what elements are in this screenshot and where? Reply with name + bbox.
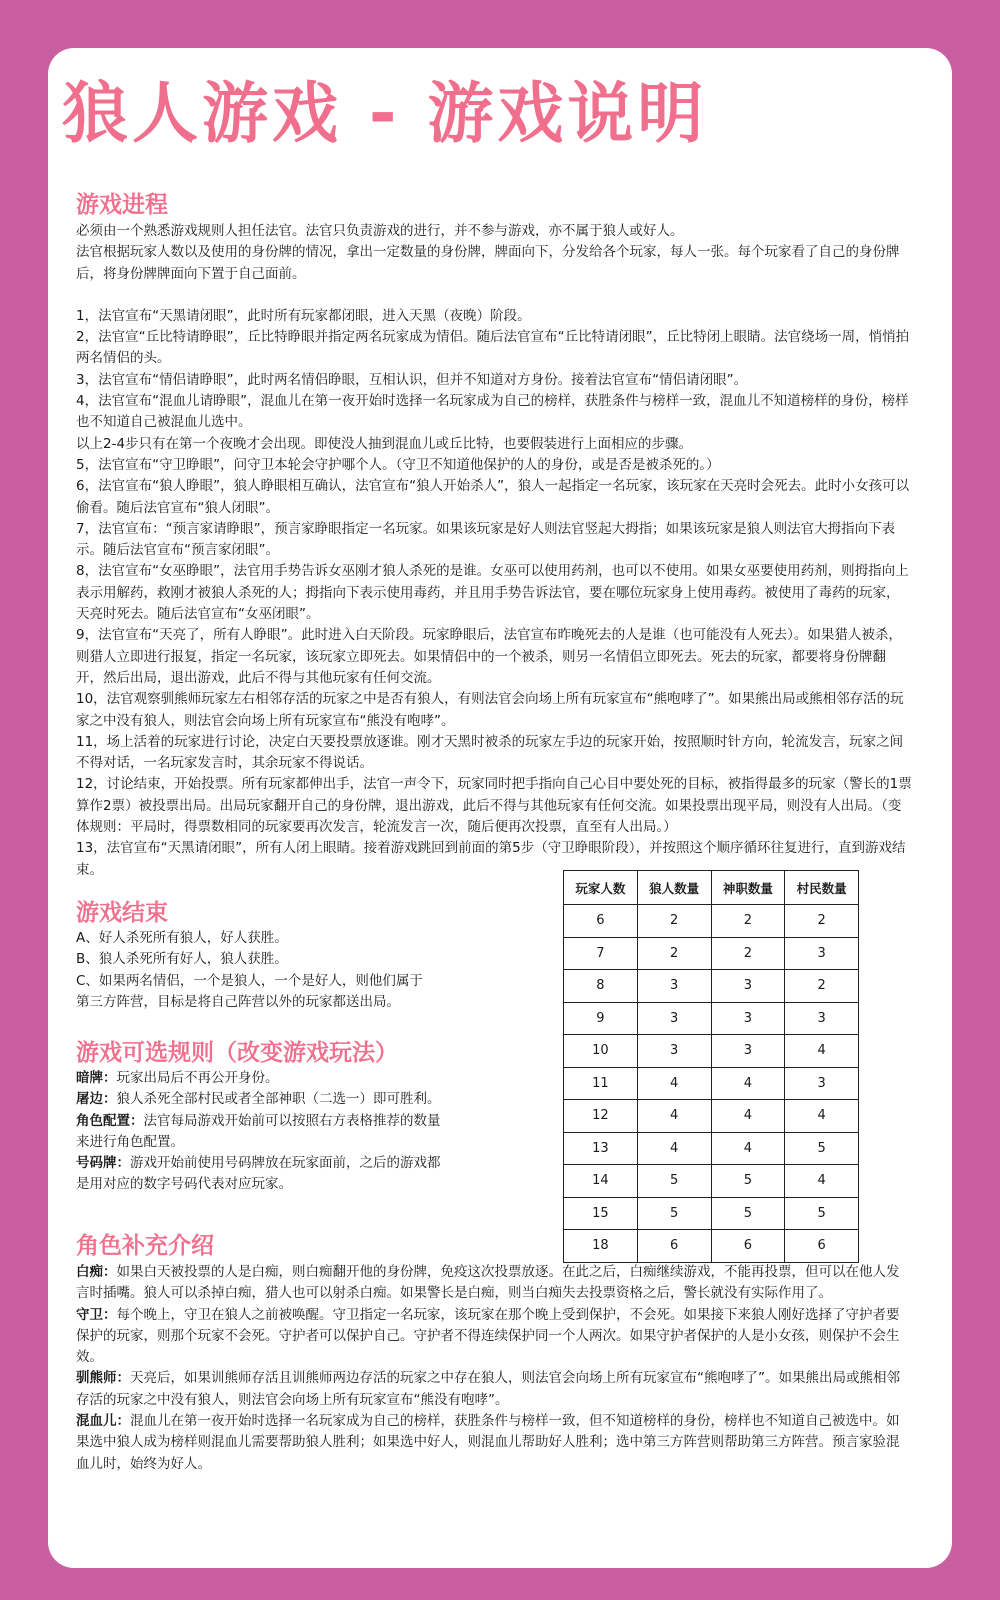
table-header-row bbox=[564, 871, 859, 905]
table-cell: 5 bbox=[785, 1197, 859, 1230]
progress-step: 12，讨论结束，开始投票。所有玩家都伸出手，法官一声令下，玩家同时把手指向自己心目中要处死的目标，被指得最多的玩家（警长的1票算作2票）被投票出局。出局玩家翻开自己的身份牌，退出游戏，此后不得与其他玩家有任何交流。如果投票出现平局，则没有人出局。（变体规则：平局时，得票数相同的玩家要再次发言，轮流发言一次，随后便再次投票，直至有人出局。） bbox=[76, 776, 912, 836]
role-item bbox=[76, 1411, 912, 1475]
table-cell: 10 bbox=[564, 1035, 638, 1068]
role-label: 白痴： bbox=[76, 1264, 117, 1280]
progress-step: 2，法官宣“丘比特请睁眼”，丘比特睁眼并指定两名玩家成为情侣。随后法官宣布“丘比特请闭眼”，丘比特闭上眼睛。法官绕场一周，悄悄拍两名情侣的头。 bbox=[76, 329, 910, 367]
table-cell: 14 bbox=[564, 1165, 638, 1198]
role-item bbox=[76, 1262, 912, 1305]
heading-role-intro: 角色补充介绍 bbox=[76, 1233, 214, 1259]
table-cell: 12 bbox=[564, 1100, 638, 1133]
table-cell: 3 bbox=[785, 1067, 859, 1100]
heading-optional-rules: 游戏可选规则（改变游戏玩法） bbox=[76, 1040, 398, 1066]
table-cell: 13 bbox=[564, 1132, 638, 1165]
table-row bbox=[564, 1002, 859, 1035]
table-row bbox=[564, 1230, 859, 1263]
rule-text: 狼人杀死全部村民或者全部神职（二选一）即可胜利。 bbox=[116, 1091, 441, 1108]
table-cell: 6 bbox=[564, 905, 638, 938]
table-cell: 6 bbox=[785, 1230, 859, 1263]
role-item bbox=[76, 1305, 912, 1369]
table-cell: 2 bbox=[785, 970, 859, 1003]
role-item bbox=[76, 1368, 912, 1411]
rule-text: 游戏开始前使用号码牌放在玩家面前，之后的游戏都是用对应的数字号码代表对应玩家。 bbox=[76, 1155, 441, 1193]
rule-text: 玩家出局后不再公开身份。 bbox=[116, 1070, 279, 1086]
table-cell: 3 bbox=[711, 1035, 785, 1068]
ending-text bbox=[76, 928, 428, 1013]
optional-rule bbox=[76, 1068, 448, 1089]
progress-intro-1: 必须由一个熟悉游戏规则人担任法官。法官只负责游戏的进行，并不参与游戏，亦不属于狼人或好人。 bbox=[76, 223, 684, 239]
table-cell: 3 bbox=[637, 1035, 711, 1068]
progress-step: 7，法官宣布：“预言家请睁眼”，预言家睁眼指定一名玩家。如果该玩家是好人则法官竖起大拇指；如果该玩家是狼人则法官大拇指向下表示。随后法官宣布“预言家闭眼”。 bbox=[76, 520, 896, 559]
table-row bbox=[564, 905, 859, 938]
table-cell: 3 bbox=[711, 970, 785, 1003]
table-cell: 2 bbox=[637, 905, 711, 938]
table-cell: 2 bbox=[785, 905, 859, 938]
ending-item: B、狼人杀死所有好人，狼人获胜。 bbox=[76, 951, 288, 968]
table-cell: 3 bbox=[637, 970, 711, 1003]
progress-step: 以上2-4步只有在第一个夜晚才会出现。即使没人抽到混血儿或丘比特，也要假装进行上面相应的步骤。 bbox=[76, 435, 693, 452]
table-cell: 6 bbox=[637, 1230, 711, 1263]
role-text: 每个晚上，守卫在狼人之前被唤醒。守卫指定一名玩家，该玩家在那个晚上受到保护，不会死。如果接下来狼人刚好选择了守护者要保护的玩家，则那个玩家不会死。守护者可以保护自己。守护者不得连续保护同一个人两次。如果守护者保护的人是小女孩，则保护不会生效。 bbox=[76, 1306, 900, 1366]
table-cell: 9 bbox=[564, 1002, 638, 1035]
role-config-table bbox=[563, 870, 859, 1263]
progress-step: 8，法官宣布“女巫睁眼”，法官用手势告诉女巫刚才狼人杀死的是谁。女巫可以使用药剂，也可以不使用。如果女巫要使用药剂，则拇指向上表示用解药，救刚才被狼人杀死的人；拇指向下表示使用毒药，并且用手势告诉法官，要在哪位玩家身上使用毒药。被使用了毒药的玩家，天亮时死去。随后法官宣布“女巫闭眼”。 bbox=[76, 563, 909, 623]
progress-step: 3，法官宣布“情侣请睁眼”，此时两名情侣睁眼，互相认识，但并不知道对方身份。接着法官宣布“情侣请闭眼”。 bbox=[76, 371, 748, 388]
progress-step: 5，法官宣布“守卫睁眼”，问守卫本轮会守护哪个人。（守卫不知道他保护的人的身份，或是否是被杀死的。） bbox=[76, 456, 720, 473]
table-cell: 4 bbox=[711, 1100, 785, 1133]
table-cell: 6 bbox=[711, 1230, 785, 1263]
table-cell: 4 bbox=[637, 1100, 711, 1133]
table-cell: 15 bbox=[564, 1197, 638, 1230]
progress-step: 1，法官宣布“天黑请闭眼”，此时所有玩家都闭眼，进入天黑（夜晚）阶段。 bbox=[76, 307, 531, 324]
heading-game-progress: 游戏进程 bbox=[76, 192, 168, 218]
table-cell: 8 bbox=[564, 970, 638, 1003]
table-cell: 5 bbox=[637, 1165, 711, 1198]
rule-label: 号码牌： bbox=[76, 1155, 130, 1172]
roles-text bbox=[76, 1262, 912, 1475]
table-cell: 4 bbox=[785, 1165, 859, 1198]
progress-step: 10，法官观察驯熊师玩家左右相邻存活的玩家之中是否有狼人，有则法官会向场上所有玩家宣布“熊咆哮了”。如果熊出局或熊相邻存活的玩家之中没有狼人，则法官会向场上所有玩家宣布“熊没有咆哮”。 bbox=[76, 691, 904, 729]
ending-item: C、如果两名情侣，一个是狼人，一个是好人，则他们属于第三方阵营，目标是将自己阵营以外的玩家都送出局。 bbox=[76, 972, 423, 1010]
column-header: 狼人数量 bbox=[637, 871, 711, 905]
ending-item: A、好人杀死所有狼人，好人获胜。 bbox=[76, 930, 288, 946]
table-row bbox=[564, 1100, 859, 1133]
table-row bbox=[564, 937, 859, 970]
table-cell: 18 bbox=[564, 1230, 638, 1263]
progress-text bbox=[76, 221, 912, 881]
table-cell: 5 bbox=[637, 1197, 711, 1230]
optional-rule bbox=[76, 1089, 448, 1110]
table-row bbox=[564, 970, 859, 1003]
rule-label: 暗牌： bbox=[76, 1070, 117, 1086]
role-label: 混血儿： bbox=[76, 1413, 130, 1430]
table-cell: 3 bbox=[711, 1002, 785, 1035]
table-cell: 4 bbox=[711, 1132, 785, 1165]
table-row bbox=[564, 1132, 859, 1165]
table-cell: 11 bbox=[564, 1067, 638, 1100]
rule-label: 角色配置： bbox=[76, 1112, 144, 1129]
table-cell: 2 bbox=[711, 905, 785, 938]
page-title: 狼人游戏 - 游戏说明 bbox=[62, 75, 708, 152]
column-header: 神职数量 bbox=[711, 871, 785, 905]
table-cell: 5 bbox=[785, 1132, 859, 1165]
progress-intro-2: 法官根据玩家人数以及使用的身份牌的情况，拿出一定数量的身份牌，牌面向下，分发给各个玩家，每人一张。每个玩家看了自己的身份牌后，将身份牌牌面向下置于自己面前。 bbox=[76, 244, 900, 282]
optional-rule bbox=[76, 1111, 448, 1154]
table-cell: 4 bbox=[637, 1132, 711, 1165]
table-cell: 4 bbox=[711, 1067, 785, 1100]
table-cell: 7 bbox=[564, 937, 638, 970]
table-row bbox=[564, 1067, 859, 1100]
role-text: 天亮后，如果训熊师存活且训熊师两边存活的玩家之中存在狼人，则法官会向场上所有玩家宣布“熊咆哮了”。如果熊出局或熊相邻存活的玩家之中没有狼人，则法官会向场上所有玩家宣布“熊没有咆哮”。 bbox=[76, 1370, 900, 1408]
table-row bbox=[564, 1035, 859, 1068]
table-cell: 2 bbox=[711, 937, 785, 970]
progress-step: 13，法官宣布“天黑请闭眼”，所有人闭上眼睛。接着游戏跳回到前面的第5步（守卫睁眼阶段），并按照这个顺序循环往复进行，直到游戏结束。 bbox=[76, 840, 906, 878]
table-cell: 2 bbox=[637, 937, 711, 970]
role-text: 混血儿在第一夜开始时选择一名玩家成为自己的榜样，获胜条件与榜样一致，但不知道榜样的身份，榜样也不知道自己被选中。如果选中狼人成为榜样则混血儿需要帮助狼人胜利；如果选中好人，则混血儿帮助好人胜利；选中第三方阵营则帮助第三方阵营。预言家验混血儿时，始终为好人。 bbox=[76, 1413, 900, 1472]
table-cell: 4 bbox=[637, 1067, 711, 1100]
progress-step: 11，场上活着的玩家进行讨论，决定白天要投票放逐谁。刚才天黑时被杀的玩家左手边的玩家开始，按照顺时针方向，轮流发言，玩家之间不得对话，一名玩家发言时，其余玩家不得说话。 bbox=[76, 733, 904, 772]
progress-step: 4，法官宣布“混血儿请睁眼”，混血儿在第一夜开始时选择一名玩家成为自己的榜样，获胜条件与榜样一致，混血儿不知道榜样的身份，榜样也不知道自己被混血儿选中。 bbox=[76, 393, 909, 431]
rule-text: 法官每局游戏开始前可以按照右方表格推荐的数量来进行角色配置。 bbox=[76, 1112, 441, 1150]
progress-step: 9，法官宣布“天亮了，所有人睁眼”。此时进入白天阶段。玩家睁眼后，法官宣布昨晚死去的人是谁（也可能没有人死去）。如果猎人被杀，则猎人立即进行报复，指定一名玩家，该玩家立即死去。如果情侣中的一个被杀，则另一名情侣立即死去。死去的玩家，都要将身份牌翻开，然后出局，退出游戏，此后不得与其他玩家有任何交流。 bbox=[76, 627, 902, 686]
table-cell: 3 bbox=[785, 1002, 859, 1035]
heading-game-end: 游戏结束 bbox=[76, 900, 168, 926]
optional-rule bbox=[76, 1153, 448, 1196]
column-header: 玩家人数 bbox=[564, 871, 638, 905]
rules-card bbox=[48, 48, 952, 1568]
column-header: 村民数量 bbox=[785, 871, 859, 905]
progress-step: 6，法官宣布“狼人睁眼”，狼人睁眼相互确认，法官宣布“狼人开始杀人”，狼人一起指定一名玩家，该玩家在天亮时会死去。此时小女孩可以偷看。随后法官宣布“狼人闭眼”。 bbox=[76, 478, 910, 516]
table-cell: 5 bbox=[711, 1165, 785, 1198]
table-cell: 5 bbox=[711, 1197, 785, 1230]
role-label: 守卫： bbox=[76, 1306, 117, 1323]
table-cell: 4 bbox=[785, 1035, 859, 1068]
optional-rules-text bbox=[76, 1068, 448, 1196]
table-cell: 3 bbox=[637, 1002, 711, 1035]
table-cell: 4 bbox=[785, 1100, 859, 1133]
role-label: 驯熊师： bbox=[76, 1370, 130, 1387]
table-row bbox=[564, 1165, 859, 1198]
role-text: 如果白天被投票的人是白痴，则白痴翻开他的身份牌，免疫这次投票放逐。在此之后，白痴继续游戏，不能再投票，但可以在他人发言时插嘴。狼人可以杀掉白痴，猎人也可以射杀白痴。如果警长是白痴，则当白痴失去投票资格之后，警长就没有实际作用了。 bbox=[76, 1264, 900, 1302]
table-cell: 3 bbox=[785, 937, 859, 970]
table-row bbox=[564, 1197, 859, 1230]
rule-label: 屠边： bbox=[76, 1091, 117, 1108]
